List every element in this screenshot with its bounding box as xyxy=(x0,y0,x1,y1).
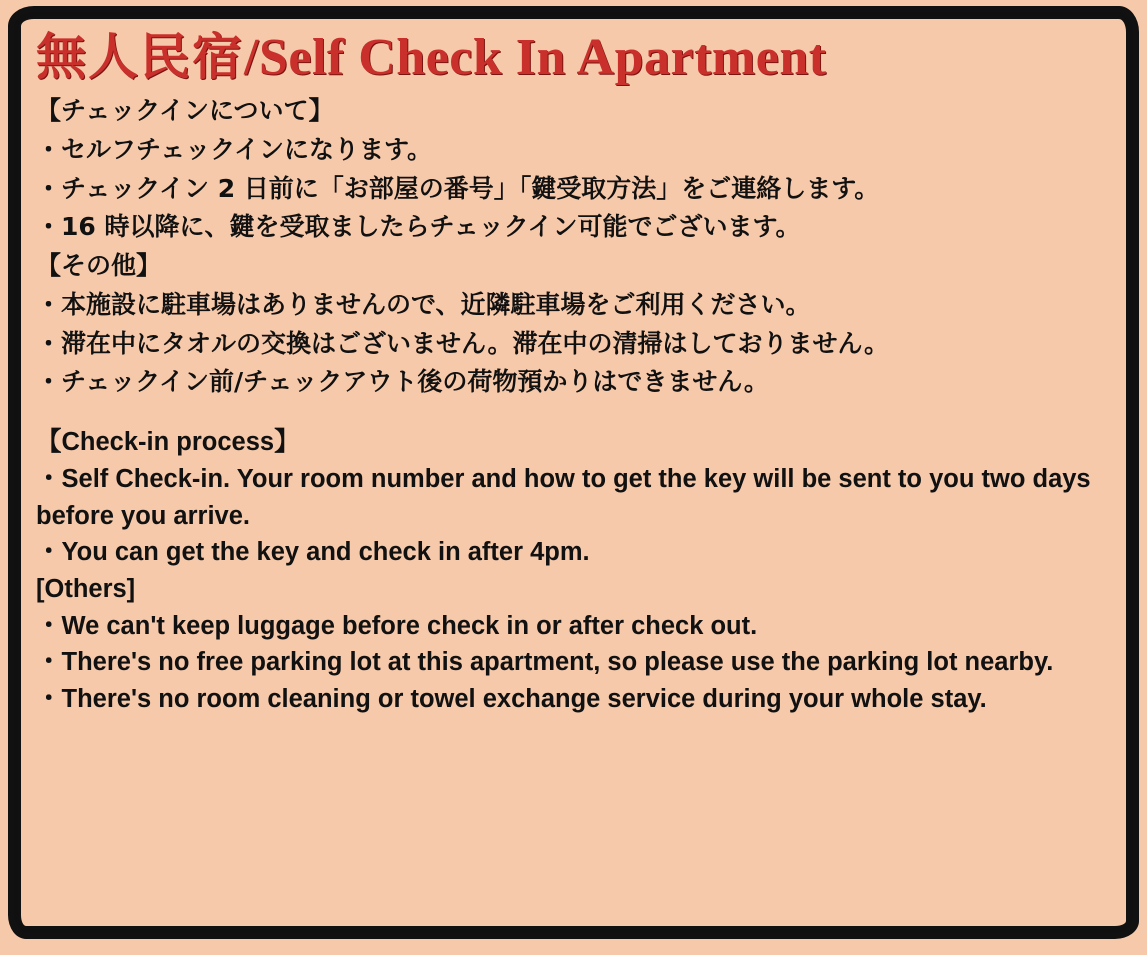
japanese-others-line-3: ・チェックイン前/チェックアウト後の荷物預かりはできません。 xyxy=(36,367,769,397)
japanese-section xyxy=(36,92,1111,402)
japanese-checkin-line-3: ・16 時以降に、鍵を受取ましたらチェックイン可能でございます。 xyxy=(36,212,801,242)
page-title-english: Self Check In Apartment xyxy=(258,29,827,86)
page-title-separator: / xyxy=(244,29,259,86)
english-heading-others: [Others] xyxy=(36,575,136,604)
section-spacer xyxy=(36,402,1111,424)
japanese-heading-checkin: 【チェックインについて】 xyxy=(36,96,334,126)
japanese-checkin-line-1: ・セルフチェックインになります。 xyxy=(36,134,433,164)
page-title xyxy=(36,30,1111,86)
page-title-japanese: 無人民宿 xyxy=(36,28,244,86)
japanese-others-line-2: ・滞在中にタオルの交換はございません。滞在中の清掃はしておりません。 xyxy=(36,328,890,358)
japanese-checkin-line-2: ・チェックイン 2 日前に「お部屋の番号」「鍵受取方法」をご連絡します。 xyxy=(36,173,880,203)
english-checkin-line-2: ・You can get the key and check in after 4pm. xyxy=(36,538,590,567)
english-section xyxy=(36,424,1111,718)
english-others-line-1: ・We can't keep luggage before check in or after check out. xyxy=(36,611,758,640)
poster-content xyxy=(36,30,1111,915)
japanese-heading-others: 【その他】 xyxy=(36,251,162,281)
english-checkin-line-1: ・Self Check-in. Your room number and how to get the key will be sent to you two days before you arrive. xyxy=(36,464,1091,530)
english-heading-checkin: 【Check-in process】 xyxy=(36,428,300,457)
japanese-others-line-1: ・本施設に駐車場はありませんので、近隣駐車場をご利用ください。 xyxy=(36,289,811,319)
english-others-line-2: ・There's no free parking lot at this apartment, so please use the parking lot nearby. xyxy=(36,648,1054,677)
english-others-line-3: ・There's no room cleaning or towel exchange service during your whole stay. xyxy=(36,685,987,714)
